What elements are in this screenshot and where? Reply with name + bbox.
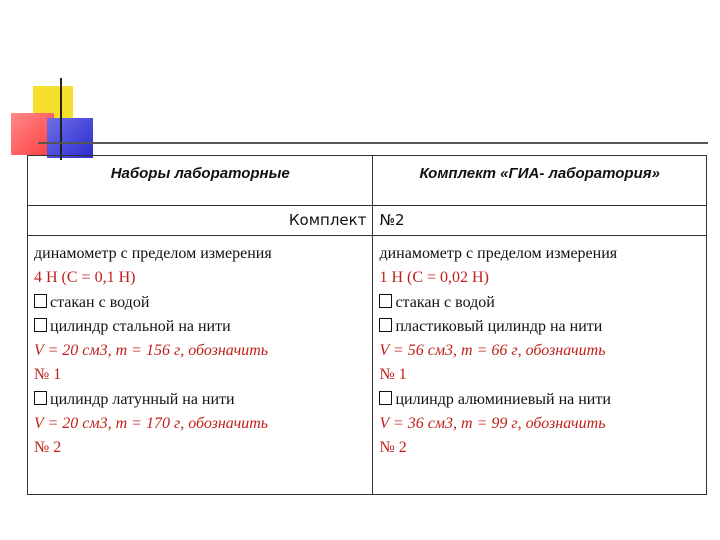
right-dyn-text: динамометр с пределом измерения: [379, 245, 618, 262]
left-items-cell: [28, 236, 373, 495]
left-cyl2-params: V = 20 см3, m = 170 г, обозначить: [34, 415, 269, 433]
equipment-table: [27, 155, 707, 495]
right-cyl2-label: цилиндр алюминиевый на нити: [395, 390, 611, 408]
header-left: Наборы лабораторные: [28, 156, 373, 206]
right-cyl1-params: V = 56 см3, m = 66 г, обозначить: [379, 342, 606, 360]
content-row: [28, 236, 707, 495]
left-dyn-range: 4 Н (С = 0,1 Н): [34, 269, 136, 287]
left-cyl2-num: № 2: [34, 439, 62, 457]
kit-number: №2: [373, 206, 707, 236]
checkbox-icon: [34, 318, 47, 332]
decor-horizontal-line: [38, 142, 708, 144]
left-glass-item: [34, 291, 366, 315]
checkbox-icon: [379, 318, 392, 332]
right-cyl2-item: [379, 388, 700, 412]
decor-vertical-line: [60, 78, 62, 160]
checkbox-icon: [34, 391, 47, 405]
left-cyl1-label: цилиндр стальной на нити: [50, 317, 231, 335]
right-cyl1-item: [379, 315, 700, 339]
right-dyn-range: 1 Н (С = 0,02 Н): [379, 269, 489, 287]
kit-label: Комплект: [28, 206, 373, 236]
left-dyn-text: динамометр с пределом измерения: [34, 245, 272, 262]
right-items-cell: [373, 236, 707, 495]
right-cyl1-num: № 1: [379, 366, 407, 384]
left-cyl1-item: [34, 315, 366, 339]
kit-row: [28, 206, 707, 236]
right-cyl2-num: № 2: [379, 439, 407, 457]
checkbox-icon: [379, 391, 392, 405]
right-glass-item: [379, 291, 700, 315]
decor-blue-square: [47, 118, 93, 158]
right-glass-label: стакан с водой: [395, 293, 495, 311]
left-cyl2-item: [34, 388, 366, 412]
header-right: Комплект «ГИА- лаборатория»: [373, 156, 707, 206]
left-cyl2-label: цилиндр латунный на нити: [50, 390, 235, 408]
left-cyl1-params: V = 20 см3, m = 156 г, обозначить: [34, 342, 269, 360]
right-cyl1-label: пластиковый цилиндр на нити: [395, 317, 603, 335]
checkbox-icon: [379, 294, 392, 308]
left-glass-label: стакан с водой: [50, 293, 150, 311]
right-cyl2-params: V = 36 см3, m = 99 г, обозначить: [379, 415, 606, 433]
header-row: [28, 156, 707, 206]
checkbox-icon: [34, 294, 47, 308]
left-cyl1-num: № 1: [34, 366, 62, 384]
